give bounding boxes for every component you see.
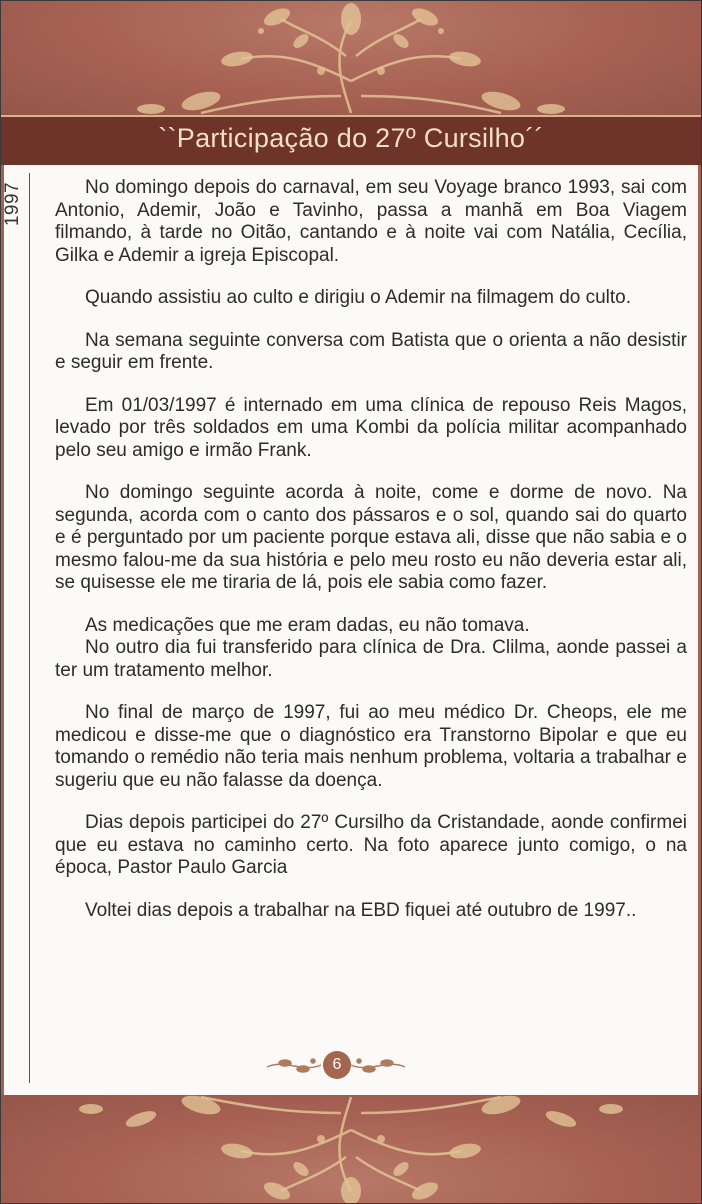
year-side-tab [2, 173, 30, 1083]
floral-ornament-icon [1, 1095, 701, 1203]
floral-ornament-icon [1, 1, 701, 115]
paragraph: Dias depois participei do 27º Cursilho da Cristandade, aonde confirmei que eu estava no caminho certo. Na foto aparece junto comigo, o na época, Pastor Paulo Garcia [55, 812, 687, 878]
article-body [55, 177, 687, 942]
paragraph: Em 01/03/1997 é internado em uma clínica de repouso Reis Magos, levado por três soldados em uma Kombi da polícia militar acompanhado pelo seu amigo e irmão Frank. [55, 394, 687, 461]
bottom-floral-banner [1, 1095, 701, 1203]
paragraph: As medicações que me eram dadas, eu não tomava. [85, 614, 530, 636]
title-bar [1, 115, 701, 165]
year-label: 1997 [2, 181, 24, 227]
paragraph: No final de março de 1997, fui ao meu médico Dr. Cheops, ele me medicou e disse-me que o diagnóstico era Transtorno Bipolar e que eu tomando o remédio não teria mais nenhum problema, voltaria a trabalhar e sugeriu que eu não falasse da doença. [55, 702, 687, 791]
paragraph: Quando assistiu ao culto e dirigiu o Ademir na filmagem do culto. [85, 287, 632, 308]
paragraph: Voltei dias depois a trabalhar na EBD fiquei até outubro de 1997.. [85, 899, 637, 921]
paragraph: No outro dia fui transferido para clínica de Dra. Clilma, aonde passei a ter um tratamento melhor. [55, 637, 687, 681]
paragraph: No domingo depois do carnaval, em seu Voyage branco 1993, sai com Antonio, Ademir, João e Tavinho, passa a manhã em Boa Viagem filmando, à tarde no Oitão, cantando e à noite vai com Natália, Cecília, Gilka e Ademir a igreja Episcopal. [55, 177, 687, 266]
page-number: 6 [323, 1051, 351, 1079]
paragraph: Na semana seguinte conversa com Batista que o orienta a não desistir e seguir em frente. [55, 329, 687, 373]
page-title: ``Participação do 27º Cursilho´´ [158, 123, 544, 153]
paragraph: No domingo seguinte acorda à noite, come e dorme de novo. Na segunda, acorda com o canto dos pássaros e o sol, quando sai do quarto e é perguntado por um paciente porque estava ali, disse que não sabia e o mesmo falou-me da sua história e pelo meu rosto eu não deveria estar ali, se quisesse ele me tiraria de lá, pois ele sabia como fazer. [55, 482, 687, 593]
top-floral-banner [1, 1, 701, 115]
